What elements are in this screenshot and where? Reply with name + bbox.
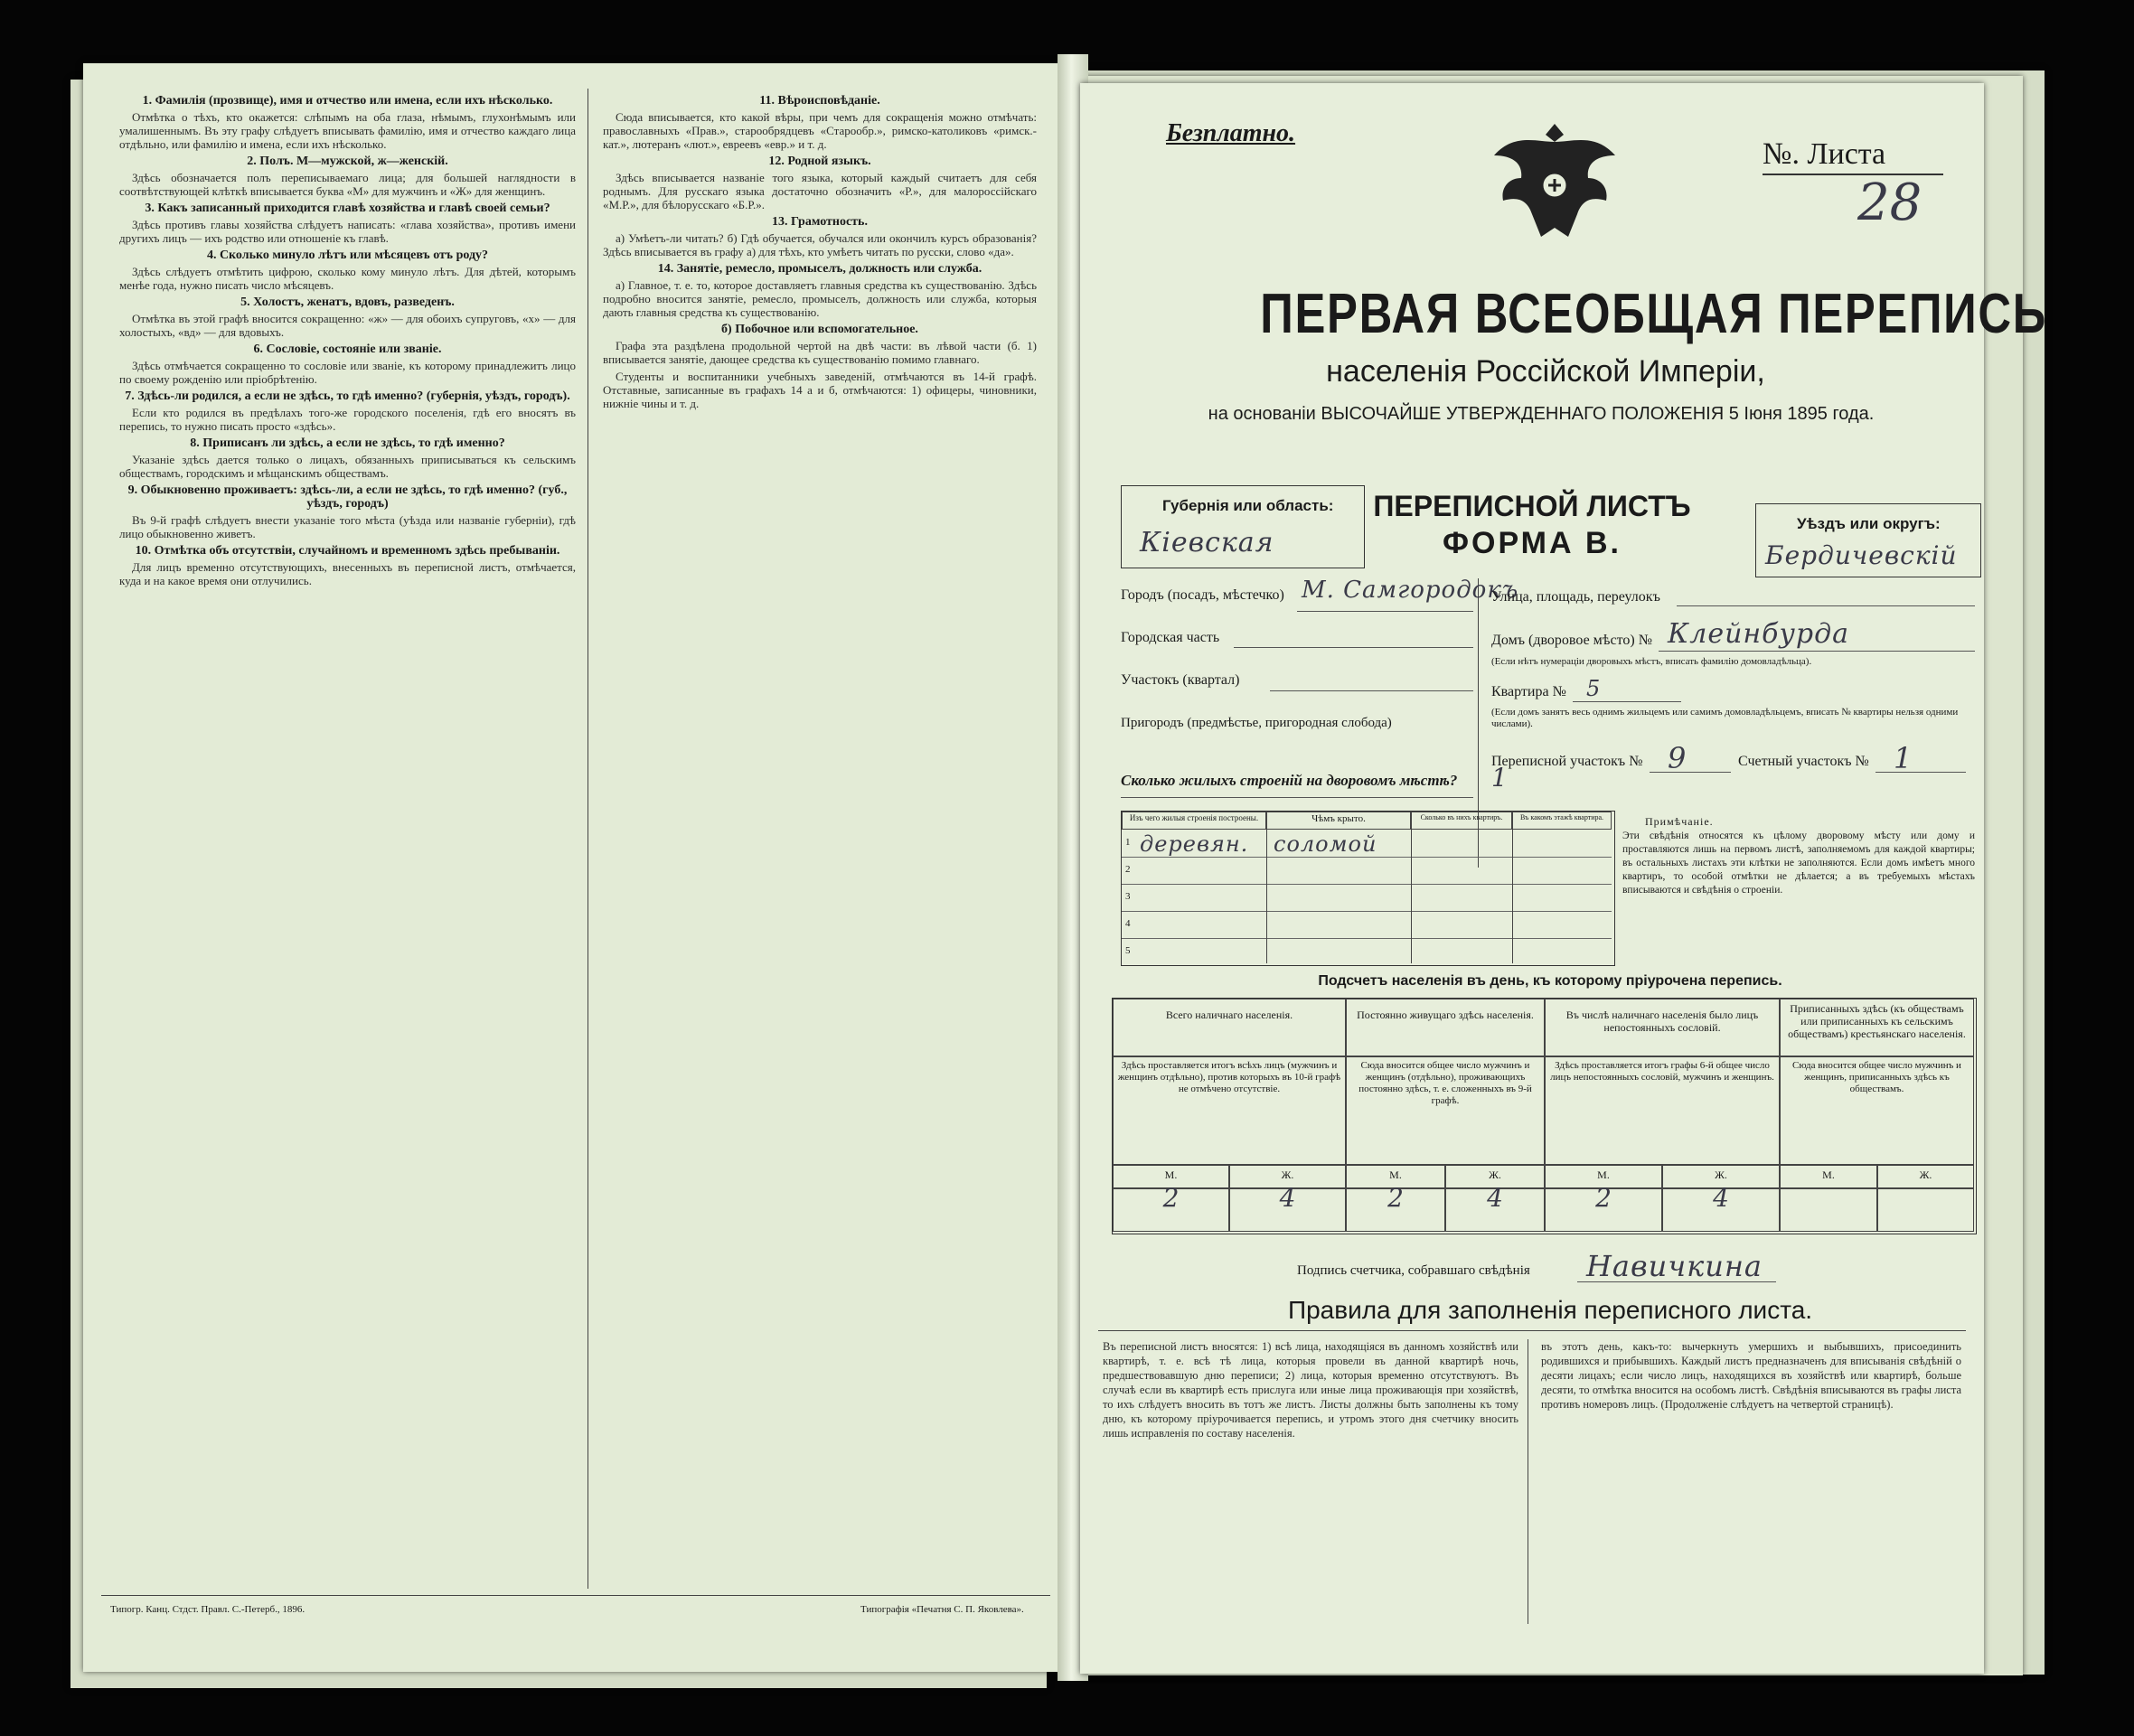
buildings-table bbox=[1121, 811, 1615, 966]
section-heading: 12. Родной языкъ. bbox=[768, 155, 871, 168]
section-heading: 13. Грамотность. bbox=[772, 215, 868, 229]
bld-row bbox=[1122, 884, 1612, 912]
province-box bbox=[1121, 485, 1365, 568]
house-line bbox=[1659, 651, 1975, 652]
count-title: Подсчетъ населенія въ день, къ которому пріурочена перепись. bbox=[1318, 973, 1782, 989]
bld-col-rule bbox=[1266, 830, 1267, 963]
section-text: Отмѣтка о тѣхъ, кто окажется: слѣпымъ на оба глаза, нѣмымъ, глухонѣмымъ или умалишеннымъ. Въ эту графу слѣдуетъ вписывать фамилію, имя и отчество каждаго лица отдѣльно, или фамилію и имена, если ихъ нѣсколько. bbox=[119, 110, 576, 151]
bld-header-material: Изъ чего жилыя строенія построены. bbox=[1122, 812, 1266, 830]
count-desc: Сюда вносится общее число мужчинъ и женщинъ, приписанныхъ здѣсь къ обществамъ. bbox=[1780, 1056, 1974, 1165]
section-heading: 1. Фамилія (прозвище), имя и отчество или имена, если ихъ нѣсколько. bbox=[142, 94, 553, 108]
instruction-section bbox=[119, 202, 576, 245]
rules-title: Правила для заполненія переписного листа. bbox=[1287, 1296, 1813, 1324]
section-text: а) Умѣетъ-ли читать? б) Гдѣ обучается, обучался или окончилъ курсъ образованія? Здѣсь вписывается въ графу а) для тѣхъ, кто умѣетъ читать по русски, слово «да». bbox=[603, 231, 1037, 258]
section-heading: 10. Отмѣтка объ отсутствіи, случайномъ и временномъ здѣсь пребываніи. bbox=[135, 544, 560, 558]
bld-row bbox=[1122, 830, 1612, 858]
section-text: Для лицъ временно отсутствующихъ, внесенныхъ въ переписной листъ, отмѣчается, куда и на какое время они отлучились. bbox=[119, 560, 576, 587]
instruction-section bbox=[603, 262, 1037, 319]
instruction-section bbox=[603, 323, 1037, 366]
section-text: Въ 9-й графѣ слѣдуетъ внести указаніе того мѣста (уѣзда или названіе губерніи), гдѣ лицо обыкновенно живетъ. bbox=[119, 513, 576, 540]
section-text: Сюда вписывается, кто какой вѣры, при чемъ для сокращенія можно отмѣчать: православныхъ «Прав.», старообрядцевъ «Старообр.», римско-католиковъ «римск.-кат.», лютеранъ «лют.», евреевъ «евр.» и т. д. bbox=[603, 110, 1037, 151]
street-label: Улица, площадь, переулокъ bbox=[1491, 589, 1660, 605]
section-heading: б) Побочное или вспомогательное. bbox=[721, 323, 918, 336]
instruction-section bbox=[119, 296, 576, 339]
section-label: Участокъ (квартал) bbox=[1121, 672, 1240, 688]
note-title: Примѣчаніе. bbox=[1645, 815, 1714, 828]
instruction-section bbox=[119, 94, 576, 151]
counting-section-line bbox=[1875, 772, 1966, 773]
instruction-section bbox=[119, 436, 576, 480]
buildings-label: Сколько жилыхъ строеній на дворовомъ мѣстѣ? bbox=[1121, 772, 1458, 789]
section-line bbox=[1270, 690, 1473, 691]
section-text: Здѣсь вписывается названіе того языка, который каждый считаетъ для себя роднымъ. Для русскаго языка достаточно обозначить «Р.», для малороссійскаго «М.Р.», для бѣлорусскаго «Б.Р.». bbox=[603, 171, 1037, 211]
instruction-section bbox=[119, 249, 576, 292]
left-column-a bbox=[119, 90, 576, 591]
col-zh: Ж. bbox=[1877, 1165, 1974, 1188]
col-m: М. bbox=[1780, 1165, 1877, 1188]
bld-row-number: 1 bbox=[1125, 837, 1131, 848]
signature-line bbox=[1577, 1281, 1776, 1282]
apartment-note: (Если домъ занятъ весь однимъ жильцемъ или самимъ домовладѣльцемъ, вписать № квартиры нельзя одними числами). bbox=[1491, 707, 1959, 729]
bld-roof: соломой bbox=[1274, 831, 1377, 857]
apartment-line bbox=[1573, 701, 1681, 702]
bld-col-rule bbox=[1411, 830, 1412, 963]
suburb-label: Пригородъ (предмѣстье, пригородная слобода) bbox=[1121, 716, 1392, 730]
apartment-value: 5 bbox=[1586, 676, 1602, 701]
section-text: Графа эта раздѣлена продольной чертой на двѣ части: въ лѣвой части (б. 1) вписывается занятіе, дающее средства къ существованію помимо главнаго. bbox=[603, 339, 1037, 366]
house-note: (Если нѣтъ нумераціи дворовыхъ мѣстъ, вписать фамилію домовладѣльца). bbox=[1491, 656, 1812, 667]
col-zh: Ж. bbox=[1229, 1165, 1346, 1188]
signature-label: Подпись счетчика, собравшаго свѣдѣнія bbox=[1297, 1263, 1530, 1278]
bld-row-number: 2 bbox=[1125, 864, 1131, 875]
bld-header-floor: Въ какомъ этажѣ квартира. bbox=[1512, 812, 1612, 830]
instruction-section bbox=[603, 215, 1037, 258]
section-text: а) Главное, т. е. то, которое доставляетъ главныя средства къ существованію. Здѣсь подробно вносится занятіе, ремесло, промыселъ, должность или служба, которыя дають главныя средства къ существованію. bbox=[603, 278, 1037, 319]
section-heading: 14. Занятіе, ремесло, промыселъ, должность или служба. bbox=[657, 262, 982, 276]
count-header: Постоянно живущаго здѣсь населенія. bbox=[1346, 999, 1545, 1056]
sheet-number-value: 28 bbox=[1857, 174, 1922, 232]
count-desc: Здѣсь проставляется итогъ всѣхъ лицъ (мужчинъ и женщинъ отдѣльно), против которыхъ въ 10-й графѣ не отмѣчено отсутствіе. bbox=[1113, 1056, 1346, 1165]
note-text: Эти свѣдѣнія относятся къ цѣлому дворовому мѣсту или дому и проставляются лишь на первомъ листѣ, заполняемомъ для каждой квартиры; въ остальныхъ листахъ эти клѣтки не заполняются. Если домъ имѣетъ много квартиръ, то особой отмѣтки не дѣлается; а въ требуемыхъ мѣстахъ вписываются и свѣдѣнія о строеніи. bbox=[1622, 830, 1975, 896]
section-heading: 9. Обыкновенно проживаетъ: здѣсь-ли, а если не здѣсь, то гдѣ именно? (губ., уѣздъ, городъ) bbox=[127, 483, 568, 511]
col-zh: Ж. bbox=[1445, 1165, 1545, 1188]
rules-column-right: въ этотъ день, какъ-то: вычеркнуть умершихъ и выбывшихъ, присоединить родившихся и прибывшихъ. Каждый листъ предназначенъ для вписыванія свѣдѣній о десяти лицахъ; если число лицъ, находящихся въ хозяйствѣ или квартирѣ, больше десяти, то отмѣтка вносится на особомъ листѣ. Свѣдѣнія вписываются въ графы листа противъ номеровъ лицъ. (Продолженіе слѣдуетъ на четвертой страницѣ). bbox=[1541, 1340, 1961, 1411]
census-section-line bbox=[1650, 772, 1731, 773]
count-value: 4 bbox=[1229, 1188, 1346, 1232]
printer-note-left: Типогр. Канц. Стдст. Правл. С.-Петерб., 1896. bbox=[110, 1604, 306, 1615]
bld-material: деревян. bbox=[1140, 831, 1249, 857]
bld-header-roof: Чѣмъ крыто. bbox=[1266, 812, 1411, 830]
printer-note-right: Типографія «Печатня С. П. Яковлева». bbox=[860, 1604, 1024, 1615]
census-title: ПЕРВАЯ ВСЕОБЩАЯ ПЕРЕПИСЬ bbox=[1260, 283, 2047, 345]
section-text: Здѣсь отмѣчается сокращенно то сословіе или званіе, къ которому принадлежитъ лицо по своему рожденію или пріобрѣтенію. bbox=[119, 359, 576, 386]
counting-section-label: Счетный участокъ № bbox=[1738, 754, 1869, 769]
rules-rule bbox=[1098, 1330, 1966, 1331]
count-value bbox=[1780, 1188, 1877, 1232]
section-text: Указаніе здѣсь дается только о лицахъ, обязанныхъ приписываться къ сельскимъ обществамъ, городскимъ и мѣщанскимъ обществамъ. bbox=[119, 453, 576, 480]
sheet-number-label: №. Листа bbox=[1763, 137, 1886, 171]
form-title: ПЕРЕПИСНОЙ ЛИСТЪ bbox=[1373, 490, 1691, 522]
bld-row-number: 3 bbox=[1125, 891, 1131, 902]
imperial-eagle-icon bbox=[1487, 115, 1622, 250]
buildings-value: 1 bbox=[1491, 763, 1509, 793]
section-heading: 8. Приписанъ ли здѣсь, а если не здѣсь, то гдѣ именно? bbox=[190, 436, 505, 450]
section-text: Здѣсь противъ главы хозяйства слѣдуетъ написать: «глава хозяйства», противъ имени другихъ лицъ — ихъ родство или отношеніе къ главѣ. bbox=[119, 218, 576, 245]
section-heading: 6. Сословіе, состояніе или званіе. bbox=[253, 343, 442, 356]
house-label: Домъ (дворовое мѣсто) № bbox=[1491, 633, 1652, 648]
count-value: 2 bbox=[1545, 1188, 1662, 1232]
suburb-line bbox=[1121, 797, 1473, 798]
bld-col-rule bbox=[1512, 830, 1513, 963]
section-text: Здѣсь слѣдуетъ отмѣтить цифрою, сколько кому минуло лѣтъ. Для дѣтей, которымъ менѣе года, нужно писать число мѣсяцевъ. bbox=[119, 265, 576, 292]
city-label: Городъ (посадъ, мѣстечко) bbox=[1121, 587, 1284, 603]
col-m: М. bbox=[1545, 1165, 1662, 1188]
footer-rule bbox=[101, 1595, 1050, 1596]
free-label: Безплатно. bbox=[1166, 119, 1296, 147]
bld-header-apartments: Сколько въ нихъ квартиръ. bbox=[1411, 812, 1512, 830]
count-header: Въ числѣ наличнаго населенія было лицъ непостоянныхъ сословій. bbox=[1545, 999, 1780, 1056]
section-heading: 11. Вѣроисповѣданіе. bbox=[759, 94, 880, 108]
street-line bbox=[1677, 605, 1975, 606]
col-zh: Ж. bbox=[1662, 1165, 1780, 1188]
section-heading: 3. Какъ записанный приходится главѣ хозяйства и главѣ своей семьи? bbox=[145, 202, 550, 215]
instruction-section bbox=[119, 389, 576, 433]
right-page bbox=[1080, 83, 2047, 1674]
section-heading: 7. Здѣсь-ли родился, а если не здѣсь, то гдѣ именно? (губернія, уѣздъ, городъ). bbox=[125, 389, 570, 403]
census-basis: на основаніи ВЫСОЧАЙШЕ УТВЕРЖДЕННАГО ПОЛОЖЕНІЯ 5 Іюня 1895 года. bbox=[1208, 404, 1875, 424]
counting-section-value: 1 bbox=[1894, 741, 1913, 775]
bld-row bbox=[1122, 938, 1612, 963]
left-column-b bbox=[603, 90, 1037, 414]
count-header: Всего наличнаго населенія. bbox=[1113, 999, 1346, 1056]
col-m: М. bbox=[1113, 1165, 1229, 1188]
count-value: 4 bbox=[1445, 1188, 1545, 1232]
instruction-section bbox=[119, 343, 576, 386]
district-value: Бердичевскій bbox=[1765, 540, 1958, 570]
district-box bbox=[1755, 503, 1981, 577]
count-value bbox=[1877, 1188, 1974, 1232]
section-heading: 4. Сколько минуло лѣтъ или мѣсяцевъ отъ роду? bbox=[206, 249, 489, 262]
left-page bbox=[83, 63, 1064, 1672]
section-text: Отмѣтка въ этой графѣ вносится сокращенно: «ж» — для обоихъ супруговъ, «х» — для холостыхъ, «вд» — для вдовыхъ. bbox=[119, 312, 576, 339]
form-type: ФОРМА В. bbox=[1442, 526, 1622, 560]
bld-row bbox=[1122, 857, 1612, 885]
instruction-section bbox=[603, 94, 1037, 151]
census-section-label: Переписной участокъ № bbox=[1491, 754, 1643, 769]
census-subtitle: населенія Россійской Имперіи, bbox=[1326, 354, 1765, 389]
province-value: Кіевская bbox=[1140, 527, 1274, 558]
city-part-label: Городская часть bbox=[1121, 630, 1220, 645]
instruction-section bbox=[603, 370, 1037, 410]
city-part-line bbox=[1234, 647, 1473, 648]
instruction-section bbox=[119, 483, 576, 540]
instruction-section bbox=[119, 544, 576, 587]
bld-row bbox=[1122, 911, 1612, 939]
instruction-section bbox=[119, 155, 576, 198]
section-text: Здѣсь обозначается полъ переписываемаго лица; для большей наглядности в соотвѣтствующей клѣткѣ вписывается буква «М» для мужчинъ и «Ж» для женщинъ. bbox=[119, 171, 576, 198]
house-value: Клейнбурда bbox=[1668, 618, 1849, 650]
section-heading: 5. Холостъ, женатъ, вдовъ, разведенъ. bbox=[240, 296, 455, 309]
province-label: Губернія или область: bbox=[1162, 497, 1334, 514]
signature-value: Навичкина bbox=[1586, 1249, 1763, 1283]
section-heading: 2. Полъ. М—мужской, ж—женскій. bbox=[247, 155, 448, 168]
col-m: М. bbox=[1346, 1165, 1445, 1188]
count-value: 2 bbox=[1346, 1188, 1445, 1232]
section-text: Если кто родился въ предѣлахъ того-же городского поселенія, гдѣ его вносятъ въ перепись, то нужно писать просто «здѣсь». bbox=[119, 406, 576, 433]
count-header: Приписанныхъ здѣсь (къ обществамъ или приписанныхъ къ сельскимъ обществамъ) крестьянскаго населенія. bbox=[1780, 999, 1974, 1056]
bld-row-number: 5 bbox=[1125, 945, 1131, 956]
apartment-label: Квартира № bbox=[1491, 684, 1566, 699]
bld-row-number: 4 bbox=[1125, 918, 1131, 929]
count-value: 2 bbox=[1113, 1188, 1229, 1232]
district-label: Уѣздъ или округъ: bbox=[1797, 515, 1941, 532]
count-desc: Сюда вносится общее число мужчинъ и женщинъ (отдѣльно), проживающихъ постоянно здѣсь, т. е. сложенныхъ въ 9-й графѣ. bbox=[1346, 1056, 1545, 1165]
census-section-value: 9 bbox=[1668, 741, 1687, 775]
city-value: М. Самгородокъ bbox=[1302, 577, 1519, 604]
city-line bbox=[1297, 611, 1473, 612]
instruction-section bbox=[603, 155, 1037, 211]
count-desc: Здѣсь проставляется итогъ графы 6-й общее число лицъ непостоянныхъ сословій, мужчинъ и женщинъ. bbox=[1545, 1056, 1780, 1165]
count-value: 4 bbox=[1662, 1188, 1780, 1232]
count-table bbox=[1112, 998, 1977, 1234]
rules-column-left: Въ переписной листъ вносятся: 1) всѣ лица, находящіяся въ данномъ хозяйствѣ или квартирѣ, т. е. всѣ тѣ лица, которыя провели въ данной квартирѣ ночь, предшествовавшую дню переписи; 2) лица, которыя временно отсутствуютъ. Въ случаѣ если въ квартирѣ есть прислуга или иные лица проживающія при хозяйствѣ, то ихъ слѣдуетъ вносить въ тотъ же листъ. Листы должны быть заполнены къ тому дню, къ которому пріурочивается перепись, и утромъ этого дня счетчику вносить лишь исправленія по составу населенія. bbox=[1103, 1340, 1518, 1440]
section-text: Студенты и воспитанники учебныхъ заведеній, отмѣчаются въ 14-й графѣ. Отставные, записанные въ графахъ 14 а и б, отмѣчаются: 1) офицеры, чиновники, нижніе чины и т. д. bbox=[603, 370, 1037, 410]
